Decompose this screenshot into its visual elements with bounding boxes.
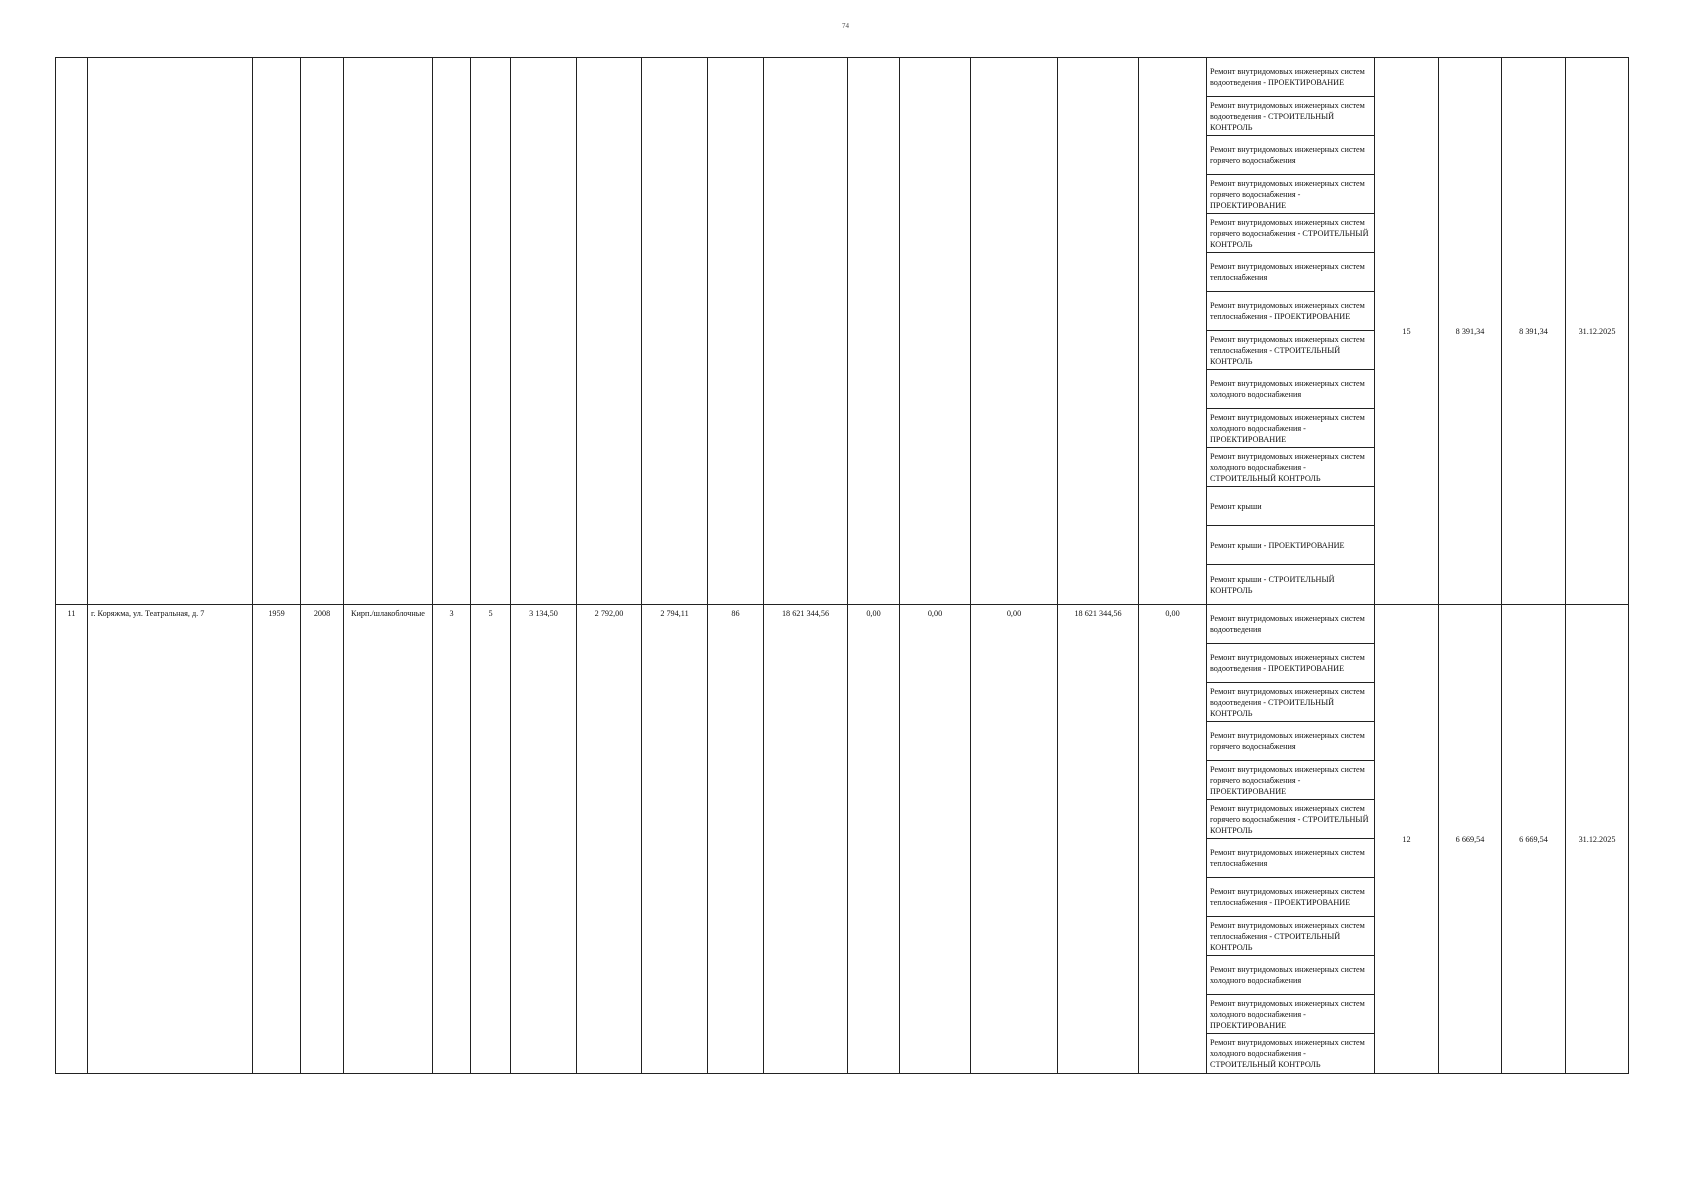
fund-regional: 0,00: [900, 605, 971, 1074]
work-item-text: Ремонт внутридомовых инженерных систем теплоснабжения: [1210, 262, 1365, 282]
cost-per-m2: 8 391,34: [1439, 58, 1502, 605]
total-area: 3 134,50: [511, 605, 577, 1074]
fund-federal: 0,00: [848, 605, 900, 1074]
work-item-text: Ремонт внутридомовых инженерных систем водоотведения - СТРОИТЕЛЬНЫЙ КОНТРОЛЬ: [1210, 100, 1365, 132]
work-item-text: Ремонт крыши - СТРОИТЕЛЬНЫЙ КОНТРОЛЬ: [1210, 574, 1335, 595]
limit-per-m2: 6 669,54: [1502, 605, 1566, 1074]
work-item-text: Ремонт внутридомовых инженерных систем водоотведения: [1210, 614, 1365, 634]
work-item-text: Ремонт внутридомовых инженерных систем холодного водоснабжения: [1210, 965, 1365, 985]
work-item-text: Ремонт внутридомовых инженерных систем водоотведения - СТРОИТЕЛЬНЫЙ КОНТРОЛЬ: [1210, 686, 1365, 718]
work-item: [1207, 253, 1374, 292]
work-item-text: Ремонт крыши - ПРОЕКТИРОВАНИЕ: [1210, 540, 1345, 550]
work-item: [1207, 136, 1374, 175]
work-item: [1207, 605, 1374, 644]
deadline: 31.12.2025: [1566, 58, 1629, 605]
work-item: [1207, 58, 1374, 97]
work-item: [1207, 526, 1374, 565]
work-item-text: Ремонт внутридомовых инженерных систем горячего водоснабжения: [1210, 731, 1365, 751]
work-item: [1207, 370, 1374, 409]
work-item: [1207, 292, 1374, 331]
work-item: [1207, 878, 1374, 917]
residents: 86: [708, 605, 764, 1074]
limit-per-m2: 8 391,34: [1502, 58, 1566, 605]
works-list: [1207, 58, 1374, 604]
fund-other: 0,00: [1139, 605, 1207, 1074]
address: г. Коряжма, ул. Театральная, д. 7: [88, 605, 253, 1074]
work-item: [1207, 214, 1374, 253]
work-item-text: Ремонт внутридомовых инженерных систем теплоснабжения - ПРОЕКТИРОВАНИЕ: [1210, 887, 1365, 907]
work-item-text: Ремонт внутридомовых инженерных систем горячего водоснабжения: [1210, 145, 1365, 165]
work-item: [1207, 800, 1374, 839]
cost-total: 18 621 344,56: [764, 605, 848, 1074]
work-item: [1207, 409, 1374, 448]
works-list: [1207, 605, 1374, 1073]
work-item-text: Ремонт внутридомовых инженерных систем горячего водоснабжения - СТРОИТЕЛЬНЫЙ КОНТРОЛЬ: [1210, 803, 1369, 835]
fund-owners: 18 621 344,56: [1058, 605, 1139, 1074]
works-cell: [1207, 605, 1375, 1074]
year-last-repair: 2008: [301, 605, 344, 1074]
work-item: [1207, 683, 1374, 722]
years-count: 15: [1375, 58, 1439, 605]
work-item: [1207, 644, 1374, 683]
wall-material: Кирп./шлакоблочные: [344, 605, 433, 1074]
work-item-text: Ремонт внутридомовых инженерных систем холодного водоснабжения - СТРОИТЕЛЬНЫЙ КОНТРОЛЬ: [1210, 1038, 1365, 1069]
work-item: [1207, 487, 1374, 526]
work-item-text: Ремонт внутридомовых инженерных систем горячего водоснабжения - ПРОЕКТИРОВАНИЕ: [1210, 764, 1365, 796]
work-item-text: Ремонт внутридомовых инженерных систем холодного водоснабжения: [1210, 379, 1365, 399]
work-item-text: Ремонт внутридомовых инженерных систем холодного водоснабжения - ПРОЕКТИРОВАНИЕ: [1210, 412, 1365, 444]
work-item: [1207, 956, 1374, 995]
repair-register-table: [55, 57, 1629, 1074]
work-item-text: Ремонт внутридомовых инженерных систем теплоснабжения: [1210, 848, 1365, 868]
area-owned: 2 794,11: [642, 605, 708, 1074]
work-item-text: Ремонт внутридомовых инженерных систем холодного водоснабжения - СТРОИТЕЛЬНЫЙ КОНТРОЛЬ: [1210, 451, 1365, 483]
work-item-text: Ремонт внутридомовых инженерных систем теплоснабжения - ПРОЕКТИРОВАНИЕ: [1210, 301, 1365, 321]
living-area: 2 792,00: [577, 605, 642, 1074]
work-item-text: Ремонт внутридомовых инженерных систем водоотведения - ПРОЕКТИРОВАНИЕ: [1210, 67, 1365, 87]
work-item-text: Ремонт внутридомовых инженерных систем водоотведения - ПРОЕКТИРОВАНИЕ: [1210, 653, 1365, 673]
work-item: [1207, 995, 1374, 1034]
work-item-text: Ремонт внутридомовых инженерных систем горячего водоснабжения - ПРОЕКТИРОВАНИЕ: [1210, 178, 1365, 210]
work-item-text: Ремонт внутридомовых инженерных систем теплоснабжения - СТРОИТЕЛЬНЫЙ КОНТРОЛЬ: [1210, 334, 1365, 366]
work-item: [1207, 565, 1374, 604]
work-item-text: Ремонт внутридомовых инженерных систем теплоснабжения - СТРОИТЕЛЬНЫЙ КОНТРОЛЬ: [1210, 920, 1365, 952]
work-item: [1207, 331, 1374, 370]
cost-per-m2: 6 669,54: [1439, 605, 1502, 1074]
entrances: 5: [471, 605, 511, 1074]
work-item: [1207, 761, 1374, 800]
table-row-continued: [56, 58, 1629, 605]
work-item-text: Ремонт крыши: [1210, 501, 1262, 511]
work-item: [1207, 839, 1374, 878]
work-item: [1207, 1034, 1374, 1073]
work-item: [1207, 97, 1374, 136]
work-item-text: Ремонт внутридомовых инженерных систем холодного водоснабжения - ПРОЕКТИРОВАНИЕ: [1210, 998, 1365, 1030]
row-number: 11: [56, 605, 88, 1074]
work-item: [1207, 175, 1374, 214]
year-built: 1959: [253, 605, 301, 1074]
deadline: 31.12.2025: [1566, 605, 1629, 1074]
works-cell: [1207, 58, 1375, 605]
table-row: [56, 605, 1629, 1074]
floors: 3: [433, 605, 471, 1074]
years-count: 12: [1375, 605, 1439, 1074]
work-item: [1207, 448, 1374, 487]
work-item: [1207, 722, 1374, 761]
fund-local: 0,00: [971, 605, 1058, 1074]
work-item-text: Ремонт внутридомовых инженерных систем горячего водоснабжения - СТРОИТЕЛЬНЫЙ КОНТРОЛЬ: [1210, 217, 1369, 249]
work-item: [1207, 917, 1374, 956]
page-number: 74: [842, 22, 849, 30]
